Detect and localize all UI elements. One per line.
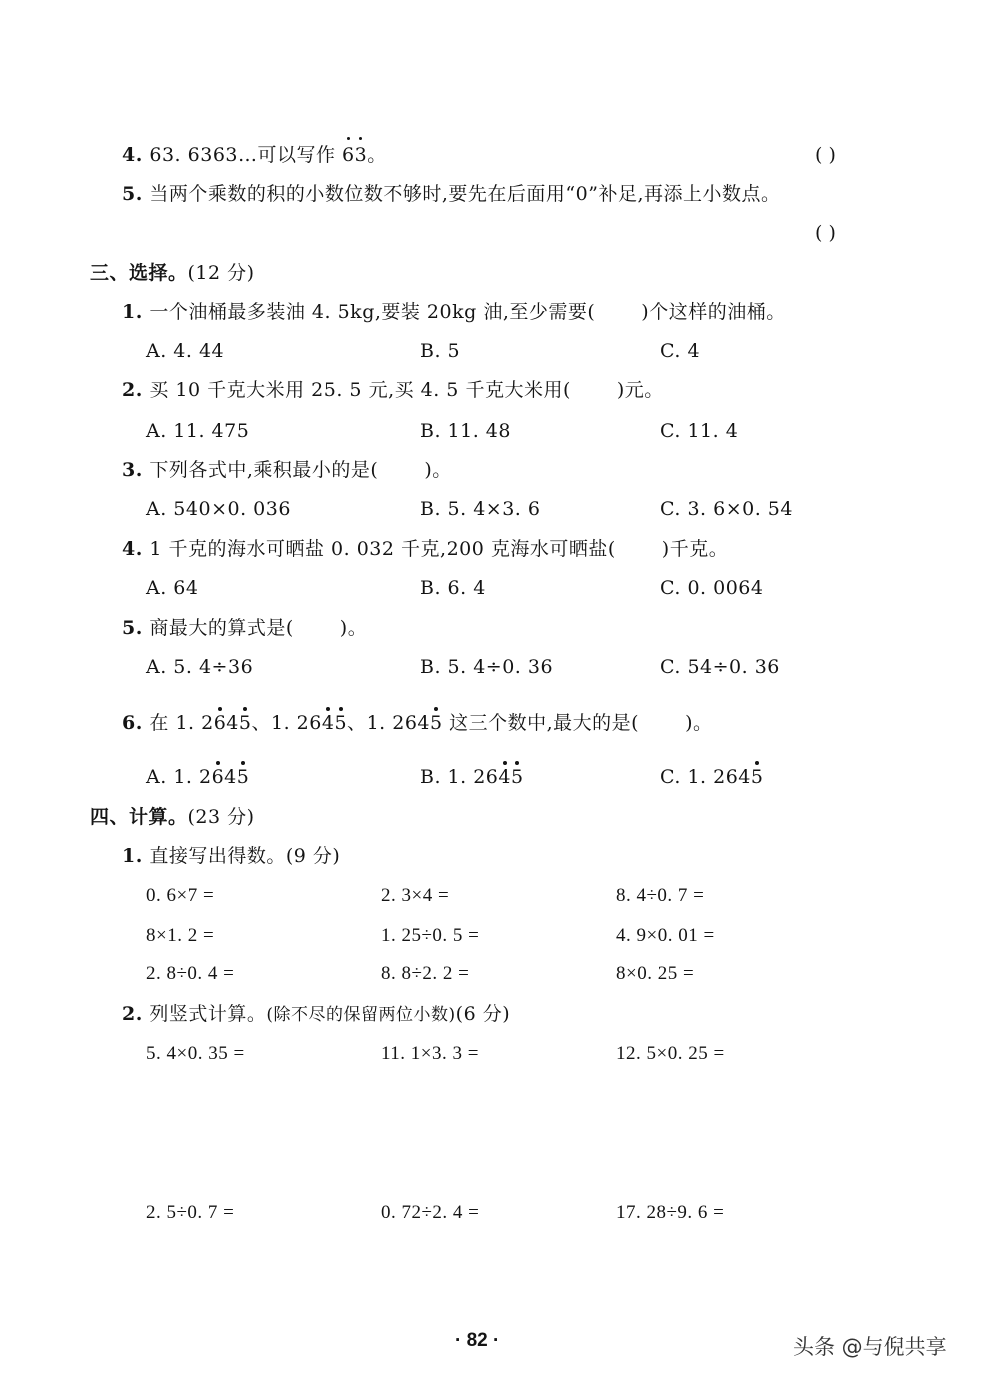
question-number: 2. [122,379,143,401]
choice-question-3 [122,458,452,482]
option-label: B. [420,766,448,788]
question-number: 6. [122,712,143,734]
repeating-decimal-3: 1. 2645 [366,712,443,734]
repeating-decimal-1: 1. 2645 [175,712,252,734]
question-number: 5. [122,617,143,639]
question-text-end: 。 [367,144,387,166]
compute-part-1-title [122,844,340,868]
oral-calc-item[interactable]: 4. 9×0. 01 = [616,925,715,946]
option-b[interactable]: B. 1. 2645 [420,766,524,788]
option-b[interactable]: B. 5 [420,340,461,362]
answer-blank[interactable]: ( ) [815,222,836,244]
digit: 4 [226,712,239,734]
choice-question-1 [122,300,786,324]
option-label: A. [146,766,174,788]
question-stem: 商最大的算式是( [142,617,294,639]
option-b[interactable]: B. 6. 4 [420,577,486,599]
option-c[interactable]: C. 54÷0. 36 [660,656,780,678]
watermark: 头条 @与倪共享 [793,1335,947,1359]
separator: 、 [251,712,271,734]
judge-question-4 [122,143,387,167]
vertical-calc-item[interactable]: 11. 1×3. 3 = [381,1043,479,1064]
option-a[interactable]: A. 540×0. 036 [146,498,291,520]
oral-calc-item[interactable]: 0. 6×7 = [146,885,215,906]
part-points: (6 分) [455,1003,511,1025]
oral-calc-item[interactable]: 8×1. 2 = [146,925,215,946]
separator: 、 [347,712,367,734]
section-title: 四、计算。 [90,806,188,828]
repeating-digit: 4 [321,712,335,734]
oral-calc-item[interactable]: 8×0. 25 = [616,963,695,984]
question-number: 2. [122,1003,143,1025]
question-stem: 1 千克的海水可晒盐 0. 032 千克,200 克海水可晒盐( [142,538,616,560]
oral-calc-item[interactable]: 8. 4÷0. 7 = [616,885,705,906]
option-c[interactable]: C. 11. 4 [660,420,739,442]
oral-calc-item[interactable]: 2. 8÷0. 4 = [146,963,235,984]
repeating-digit: 3 [354,144,368,166]
answer-blank[interactable]: ( ) [815,144,836,166]
part-points: (9 分) [285,845,341,867]
question-number: 1. [122,301,143,323]
part-note: (除不尽的保留两位小数) [266,1005,456,1025]
vertical-calc-item[interactable]: 5. 4×0. 35 = [146,1043,245,1064]
question-number: 3. [122,459,143,481]
vertical-calc-item[interactable]: 2. 5÷0. 7 = [146,1202,235,1223]
option-b[interactable]: B. 11. 48 [420,420,511,442]
question-stem: 在 [142,712,176,734]
choice-question-5 [122,616,367,640]
question-text: 63. 6363…可以写作 [142,144,343,166]
question-stem-end: )。 [424,459,452,481]
option-b[interactable]: B. 5. 4÷0. 36 [420,656,554,678]
section-points: (12 分) [187,262,255,284]
question-stem-end: )。 [685,712,713,734]
repeating-digit: 6 [342,144,355,166]
repeating-digit: 5 [511,766,524,788]
question-number: 4. [122,144,143,166]
page-number: · 82 · [455,1330,500,1351]
option-c[interactable]: C. 4 [660,340,701,362]
option-c[interactable]: C. 1. 2645 [660,766,764,788]
question-number: 5. [122,183,143,205]
question-number: 4. [122,538,143,560]
section-heading-compute [90,805,255,829]
repeating-digit: 5 [334,712,348,734]
repeating-digit: 5 [238,712,252,734]
option-a[interactable]: A. 64 [146,577,199,599]
compute-part-2-title [122,1002,510,1027]
section-points: (23 分) [187,806,255,828]
option-c[interactable]: C. 3. 6×0. 54 [660,498,793,520]
question-stem: 买 10 千克大米用 25. 5 元,买 4. 5 千克大米用( [142,379,571,401]
question-number: 1. [122,845,143,867]
option-a[interactable]: A. 4. 44 [146,340,225,362]
digit: 4 [224,766,237,788]
repeating-digit: 6 [213,712,227,734]
question-stem-end: )。 [339,617,368,639]
choice-question-6 [122,711,713,735]
part-title: 直接写出得数。 [142,845,286,867]
option-a[interactable]: A. 5. 4÷36 [146,656,254,678]
oral-calc-item[interactable]: 2. 3×4 = [381,885,450,906]
oral-calc-item[interactable]: 1. 25÷0. 5 = [381,925,480,946]
question-text: 当两个乘数的积的小数位数不够时,要先在后面用“0”补足,再添上小数点。 [142,183,781,205]
vertical-calc-item[interactable]: 17. 28÷9. 6 = [616,1202,725,1223]
judge-question-5 [122,182,780,206]
section-title: 三、选择。 [90,262,188,284]
option-b[interactable]: B. 5. 4×3. 6 [420,498,541,520]
question-stem: 一个油桶最多装油 4. 5kg,要装 20kg 油,至少需要( [142,301,596,323]
option-c[interactable]: C. 0. 0064 [660,577,764,599]
choice-question-4 [122,537,728,561]
repeating-decimal-2: 1. 2645 [271,712,348,734]
vertical-calc-item[interactable]: 0. 72÷2. 4 = [381,1202,480,1223]
section-heading-choice [90,261,255,285]
choice-question-2 [122,378,664,402]
repeating-digit: 5 [236,766,250,788]
repeating-digit: 5 [430,712,443,734]
question-stem-end: )千克。 [661,538,729,560]
question-stem-end: )个这样的油桶。 [641,301,786,323]
repeating-digit: 6 [211,766,225,788]
repeating-digit: 4 [498,766,511,788]
part-title: 列竖式计算。 [142,1003,267,1025]
question-stem: 下列各式中,乘积最小的是( [142,459,379,481]
oral-calc-item[interactable]: 8. 8÷2. 2 = [381,963,470,984]
question-stem: 这三个数中,最大的是( [442,712,640,734]
question-stem-end: )元。 [616,379,664,401]
repeating-digit: 5 [750,766,764,788]
option-a[interactable]: A. 1. 2645 [146,766,250,788]
vertical-calc-item[interactable]: 12. 5×0. 25 = [616,1043,725,1064]
option-label: C. [660,766,688,788]
option-a[interactable]: A. 11. 475 [146,420,250,442]
